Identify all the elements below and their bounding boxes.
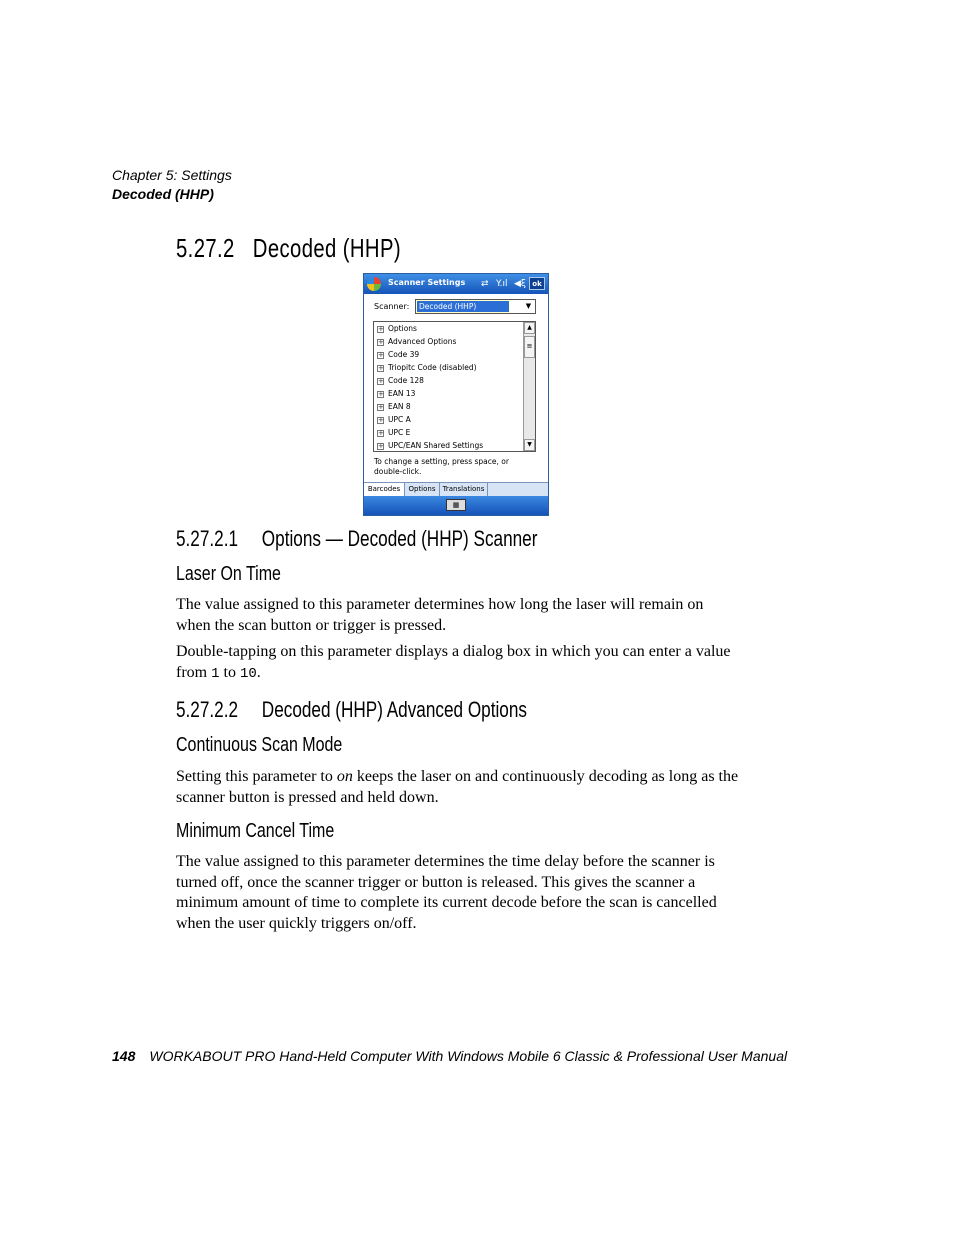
section-number: 5.27.2 xyxy=(176,233,235,263)
tab-barcodes[interactable]: Barcodes xyxy=(364,483,405,497)
settings-tree[interactable] xyxy=(373,321,536,452)
subsection-title: Decoded (HHP) Advanced Options xyxy=(261,697,527,722)
expand-plus-icon[interactable]: + xyxy=(378,415,384,424)
page-number: 148 xyxy=(112,1048,136,1064)
tree-item[interactable] xyxy=(377,388,415,400)
tree-item[interactable] xyxy=(377,375,424,387)
menu-bar xyxy=(364,496,548,515)
laser-on-time-range-paragraph xyxy=(176,642,741,684)
running-header xyxy=(112,166,232,204)
title-bar xyxy=(364,274,548,294)
expand-plus-icon[interactable]: + xyxy=(378,428,384,437)
csm-emphasis: on xyxy=(336,768,353,785)
tree-item[interactable] xyxy=(377,440,483,452)
scanner-dropdown-value: Decoded (HHP) xyxy=(417,301,509,312)
range-max-value: 10 xyxy=(239,665,257,682)
expand-plus-icon[interactable]: + xyxy=(378,402,384,411)
subsection-title: Options — Decoded (HHP) Scanner xyxy=(261,526,538,551)
tab-translations[interactable]: Translations xyxy=(440,483,488,496)
manual-title: WORKABOUT PRO Hand-Held Computer With Windows Mobile 6 Classic & Professional User Manual xyxy=(149,1048,788,1064)
range-min-value: 1 xyxy=(211,665,220,682)
hint-text: To change a setting, press space, or double-click. xyxy=(374,457,509,476)
tree-item-label: UPC A xyxy=(388,415,411,424)
range-text-post: . xyxy=(256,663,261,681)
section-title: Decoded (HHP) xyxy=(252,233,402,263)
signal-icon[interactable]: Y.ıl xyxy=(496,279,508,289)
tree-item-label: Options xyxy=(388,324,417,333)
tree-item-label: EAN 8 xyxy=(388,402,411,411)
laser-on-time-heading: Laser On Time xyxy=(176,563,281,585)
tree-item-label: Code 128 xyxy=(388,376,424,385)
subsection-number: 5.27.2.2 xyxy=(176,697,239,722)
tree-item-label: EAN 13 xyxy=(388,389,416,398)
minimum-cancel-time-heading: Minimum Cancel Time xyxy=(176,820,335,842)
continuous-scan-mode-heading: Continuous Scan Mode xyxy=(176,734,343,756)
tab-strip xyxy=(364,482,548,497)
tree-item-label: Triopitc Code (disabled) xyxy=(388,363,477,372)
expand-plus-icon[interactable]: + xyxy=(378,324,384,333)
dropdown-arrow-icon[interactable]: ▼ xyxy=(525,302,532,310)
device-screenshot xyxy=(363,273,549,516)
page-footer xyxy=(112,1048,787,1064)
tree-item[interactable] xyxy=(377,414,411,426)
subsection-heading-options xyxy=(176,526,537,552)
laser-on-time-paragraph: The value assigned to this parameter determines how long the laser will remain on when the scan button or trigger is pressed. xyxy=(176,596,704,634)
expand-plus-icon[interactable]: + xyxy=(378,376,384,385)
app-title: Scanner Settings xyxy=(388,278,466,287)
running-header-chapter: Chapter 5: Settings xyxy=(112,167,232,183)
tree-scrollbar[interactable] xyxy=(523,322,535,451)
range-text-pre: Double-tapping on this parameter displays a dialog box in which you can enter a value from xyxy=(176,643,731,681)
tree-item-label: Advanced Options xyxy=(388,337,457,346)
connectivity-icon[interactable]: ⇄ xyxy=(481,279,489,289)
expand-plus-icon[interactable]: + xyxy=(378,350,384,359)
section-heading xyxy=(176,233,401,264)
scanner-label: Scanner: xyxy=(374,302,410,311)
running-header-section: Decoded (HHP) xyxy=(112,186,214,202)
scroll-down-icon[interactable]: ▼ xyxy=(524,439,535,451)
tree-item[interactable] xyxy=(377,401,411,413)
tree-item[interactable] xyxy=(377,323,417,335)
tab-options[interactable]: Options xyxy=(405,483,440,496)
keyboard-icon[interactable]: ▦ xyxy=(446,499,466,511)
scrollbar-thumb[interactable]: ≡ xyxy=(524,336,535,358)
tree-item[interactable] xyxy=(377,336,456,348)
continuous-scan-mode-paragraph xyxy=(176,767,741,808)
csm-text-post: keeps the laser on and continuously decoding as long as the scanner button is pressed and held down. xyxy=(176,768,739,806)
csm-text-pre: Setting this parameter to xyxy=(176,768,337,785)
expand-plus-icon[interactable]: + xyxy=(378,363,384,372)
tree-item-label: UPC E xyxy=(388,428,411,437)
tree-item[interactable] xyxy=(377,349,419,361)
subsection-number: 5.27.2.1 xyxy=(176,526,239,551)
volume-icon[interactable]: ◀ξ xyxy=(514,279,526,289)
tree-item-label: Code 39 xyxy=(388,350,420,359)
tree-item[interactable] xyxy=(377,427,410,439)
expand-plus-icon[interactable]: + xyxy=(378,389,384,398)
minimum-cancel-time-paragraph: The value assigned to this parameter determines the time delay before the scanner is turned off, once the scanner trigger or button is released. This gives the scanner a minimum amount of time to complete its current decode before the scan is cancelled when the user quickly triggers on/off. xyxy=(176,853,717,932)
scanner-dropdown[interactable] xyxy=(415,299,536,314)
tree-item[interactable] xyxy=(377,362,477,374)
expand-plus-icon[interactable]: + xyxy=(378,337,384,346)
range-text-mid: to xyxy=(219,663,240,681)
tree-item-label: UPC/EAN Shared Settings xyxy=(388,441,484,450)
subsection-heading-advanced xyxy=(176,697,527,723)
expand-plus-icon[interactable]: + xyxy=(378,441,384,450)
scroll-up-icon[interactable]: ▲ xyxy=(524,322,535,334)
ok-button[interactable]: ok xyxy=(529,277,545,290)
windows-start-icon[interactable] xyxy=(367,277,381,291)
